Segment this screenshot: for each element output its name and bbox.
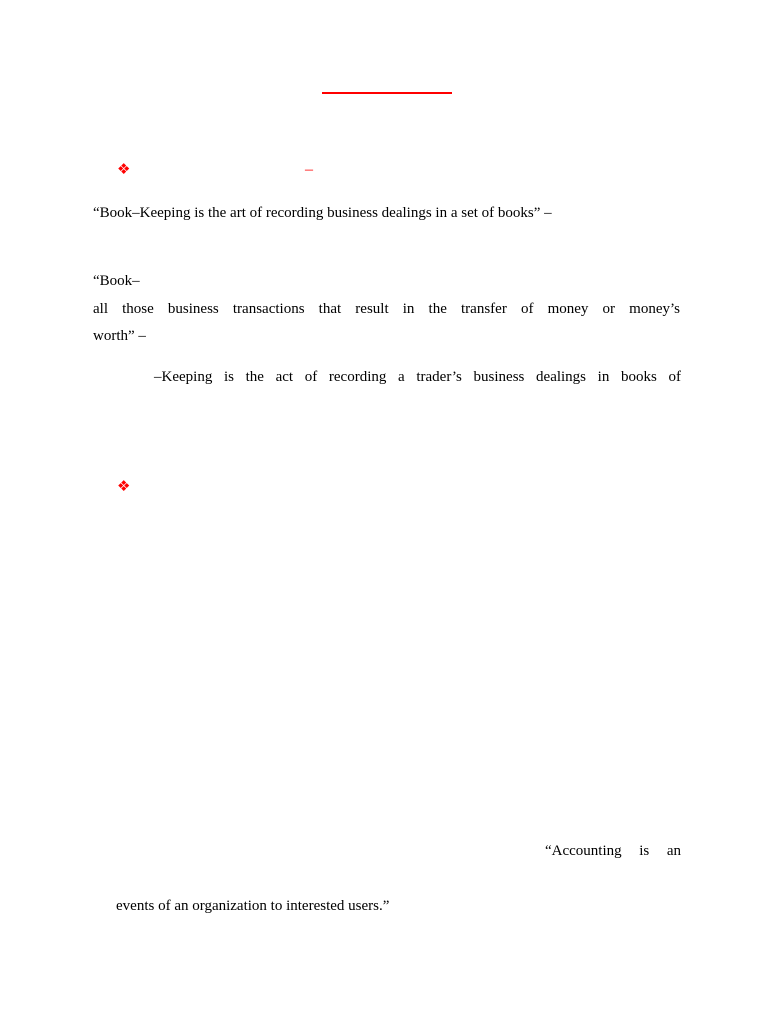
- definition-1: “Book–Keeping is the art of recording business dealings in a set of books” –: [93, 205, 552, 221]
- title-underline: [322, 92, 452, 94]
- diamond-bullet-icon: ❖: [117, 477, 131, 495]
- definition-2-line-2: all those business transactions that result in the transfer of money or money’s: [93, 301, 680, 317]
- accounting-quote-start: “Accounting is an: [545, 843, 681, 859]
- definition-3-line-1: –Keeping is the act of recording a trader’s business dealings in books of: [154, 369, 681, 385]
- definition-2-line-1: “Book–: [93, 273, 140, 289]
- definition-2-line-3: worth” –: [93, 328, 146, 344]
- diamond-bullet-icon: ❖: [117, 160, 131, 178]
- accounting-quote-end: events of an organization to interested users.”: [116, 898, 390, 914]
- heading-dash: –: [305, 161, 313, 178]
